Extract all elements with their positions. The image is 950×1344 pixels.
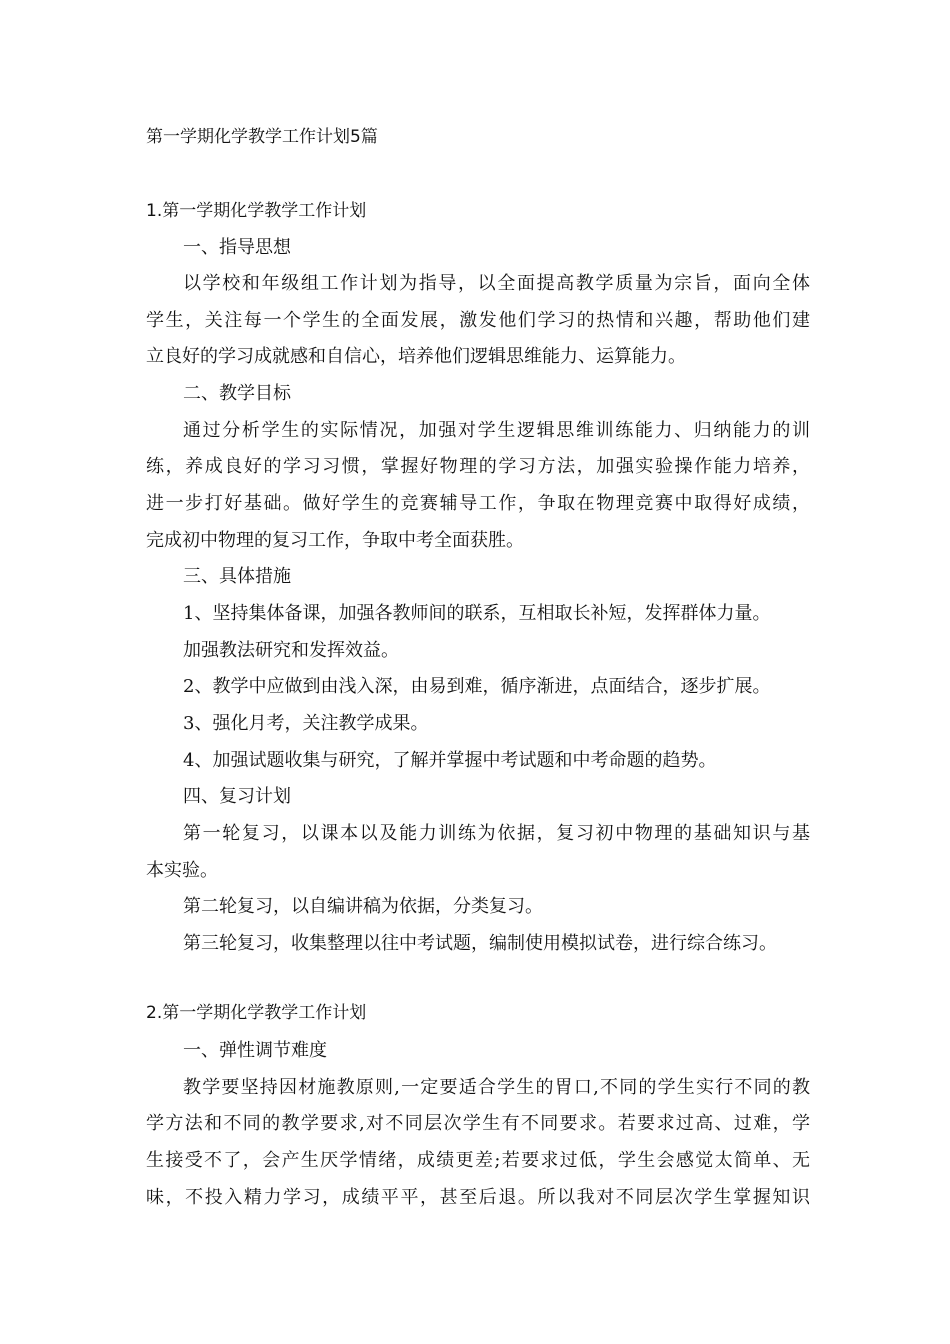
list-item: 3、强化月考，关注教学成果。 [183, 713, 429, 734]
paragraph-line: 学生，关注每一个学生的全面发展，激发他们学习的热情和兴趣，帮助他们建 [146, 310, 810, 331]
section-title: 1.第一学期化学教学工作计划 [146, 201, 367, 221]
paragraph-line: 进一步打好基础。做好学生的竞赛辅导工作，争取在物理竞赛中取得好成绩， [146, 493, 810, 514]
paragraph-line: 通过分析学生的实际情况，加强对学生逻辑思维训练能力、归纳能力的训 [183, 420, 810, 441]
paragraph-line: 味，不投入精力学习，成绩平平，甚至后退。所以我对不同层次学生掌握知识 [146, 1187, 810, 1208]
paragraph-line: 完成初中物理的复习工作，争取中考全面获胜。 [146, 530, 524, 551]
document-title: 第一学期化学教学工作计划5篇 [146, 127, 378, 147]
paragraph-line: 学方法和不同的教学要求,对不同层次学生有不同要求。若要求过高、过难，学 [146, 1113, 810, 1134]
paragraph-line: 练，养成良好的学习习惯，掌握好物理的学习方法，加强实验操作能力培养， [146, 456, 810, 477]
heading: 四、复习计划 [183, 786, 291, 807]
paragraph-line: 本实验。 [146, 860, 218, 881]
paragraph-line: 第二轮复习，以自编讲稿为依据，分类复习。 [183, 896, 543, 917]
list-item: 4、加强试题收集与研究，了解并掌握中考试题和中考命题的趋势。 [183, 750, 717, 771]
paragraph-line: 生接受不了，会产生厌学情绪，成绩更差;若要求过低，学生会感觉太简单、无 [146, 1150, 810, 1171]
document-page [146, 0, 810, 1344]
paragraph-line: 教学要坚持因材施教原则,一定要适合学生的胃口,不同的学生实行不同的教 [183, 1077, 810, 1098]
heading: 一、弹性调节难度 [183, 1040, 327, 1061]
section-title: 2.第一学期化学教学工作计划 [146, 1003, 367, 1023]
paragraph-line: 加强教法研究和发挥效益。 [183, 640, 399, 661]
paragraph-line: 以学校和年级组工作计划为指导，以全面提高教学质量为宗旨，面向全体 [183, 273, 810, 294]
paragraph-line: 第三轮复习，收集整理以往中考试题，编制使用模拟试卷，进行综合练习。 [183, 933, 777, 954]
paragraph-line: 立良好的学习成就感和自信心，培养他们逻辑思维能力、运算能力。 [146, 346, 686, 367]
list-item: 2、教学中应做到由浅入深，由易到难，循序渐进，点面结合，逐步扩展。 [183, 676, 771, 697]
heading: 三、具体措施 [183, 566, 291, 587]
heading: 二、教学目标 [183, 383, 291, 404]
paragraph-line: 第一轮复习，以课本以及能力训练为依据，复习初中物理的基础知识与基 [183, 823, 810, 844]
list-item: 1、坚持集体备课，加强各教师间的联系，互相取长补短，发挥群体力量。 [183, 603, 771, 624]
heading: 一、指导思想 [183, 237, 291, 258]
